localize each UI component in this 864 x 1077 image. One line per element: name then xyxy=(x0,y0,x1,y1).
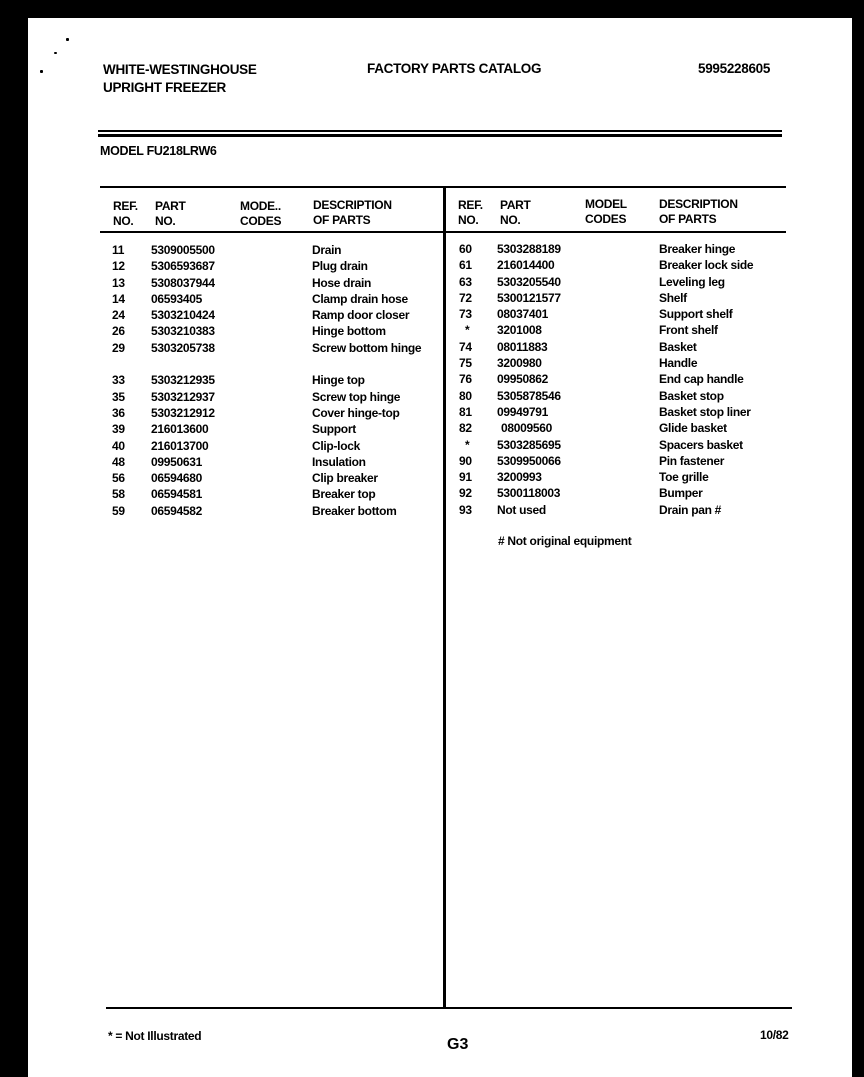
description: Support xyxy=(312,422,356,437)
description: Breaker hinge xyxy=(659,242,736,256)
description: Pin fastener xyxy=(659,453,725,468)
description: Hose drain xyxy=(312,275,372,290)
ref-no: 63 xyxy=(459,274,472,289)
ref-no: 12 xyxy=(112,259,125,274)
legend-not-illustrated: * = Not Illustrated xyxy=(108,1029,202,1043)
description: Leveling leg xyxy=(659,274,725,289)
brand-name: WHITE-WESTINGHOUSE xyxy=(103,62,257,77)
description: Shelf xyxy=(659,290,687,305)
table-row xyxy=(459,355,789,371)
part-no: 08011883 xyxy=(497,339,548,354)
ref-no: 61 xyxy=(459,258,472,273)
description: Insulation xyxy=(312,454,366,469)
header-label: NO. xyxy=(155,214,176,228)
col-model-left xyxy=(240,199,281,229)
ref-no: 72 xyxy=(459,290,472,305)
ref-no: 33 xyxy=(112,373,125,388)
part-no: 5303205738 xyxy=(151,340,215,355)
ref-no: 13 xyxy=(112,275,125,290)
table-row xyxy=(112,323,442,339)
description: Breaker top xyxy=(312,487,376,502)
description: Hinge bottom xyxy=(312,324,386,339)
ref-no: 80 xyxy=(459,388,472,403)
header-label: PART xyxy=(500,198,531,212)
ref-no: 92 xyxy=(459,486,472,501)
table-row xyxy=(459,388,789,404)
part-no: 216013700 xyxy=(151,438,209,453)
part-no: 5300121577 xyxy=(497,290,561,305)
header-label: REF. xyxy=(113,199,138,213)
ref-no: 82 xyxy=(459,421,472,436)
table-row xyxy=(459,339,789,355)
description: Ramp door closer xyxy=(312,308,410,323)
description: Basket xyxy=(659,339,697,354)
parts-list-left xyxy=(112,242,442,519)
ref-no: 56 xyxy=(112,471,125,486)
part-no: 5305878546 xyxy=(497,388,561,403)
header-label: CODES xyxy=(240,214,282,228)
description: Support shelf xyxy=(659,307,733,322)
part-no: 5309005500 xyxy=(151,243,215,257)
description: Drain pan # xyxy=(659,502,722,517)
part-no: 09949791 xyxy=(497,404,548,419)
part-no: 216013600 xyxy=(151,422,209,437)
description: Breaker lock side xyxy=(659,258,754,273)
footnote-not-original: # Not original equipment xyxy=(498,534,632,548)
part-no: 5303212937 xyxy=(151,389,215,404)
header-label: NO. xyxy=(500,213,521,227)
ref-no: * xyxy=(465,437,470,452)
ref-no: 59 xyxy=(112,503,125,518)
product-name: UPRIGHT FREEZER xyxy=(103,80,227,95)
scan-speck xyxy=(66,38,69,41)
table-row xyxy=(459,306,789,322)
header-label: NO. xyxy=(113,214,134,228)
description: Clamp drain hose xyxy=(312,291,408,306)
table-row xyxy=(459,437,789,453)
part-no: 5308037944 xyxy=(151,275,215,290)
scan-speck xyxy=(40,70,43,73)
part-no: 5303212912 xyxy=(151,405,215,420)
description: Basket stop xyxy=(659,388,724,403)
ref-no: 90 xyxy=(459,453,472,468)
ref-no: 81 xyxy=(459,404,472,419)
table-row xyxy=(112,486,442,502)
description: Screw top hinge xyxy=(312,389,401,404)
table-row xyxy=(112,454,442,470)
part-no: 5309950066 xyxy=(497,453,561,468)
table-row xyxy=(459,290,789,306)
description: Plug drain xyxy=(312,259,368,274)
table-row xyxy=(459,420,789,436)
col-part-right xyxy=(500,198,531,228)
part-no: 5303288189 xyxy=(497,242,561,256)
table-row xyxy=(112,340,442,356)
ref-no: 24 xyxy=(112,308,125,323)
part-no: 06594581 xyxy=(151,487,202,502)
page-number: G3 xyxy=(447,1036,469,1053)
table-row xyxy=(112,291,442,307)
part-no: 06593405 xyxy=(151,291,202,306)
table-row xyxy=(112,438,442,454)
header-label: MODEL xyxy=(585,197,627,211)
catalog-title: FACTORY PARTS CATALOG xyxy=(367,61,542,76)
header-label: DESCRIPTION xyxy=(313,198,392,212)
ref-no: 29 xyxy=(112,340,125,355)
ref-no: 76 xyxy=(459,372,472,387)
parts-list-right xyxy=(459,241,789,518)
description: Glide basket xyxy=(659,421,727,436)
description: Bumper xyxy=(659,486,703,501)
ref-no: 74 xyxy=(459,339,472,354)
table-row xyxy=(459,371,789,387)
col-ref-right xyxy=(458,198,483,228)
part-no: 3200980 xyxy=(497,356,542,371)
part-no: 5303210424 xyxy=(151,308,215,323)
table-row xyxy=(112,242,442,258)
ref-no: * xyxy=(465,323,470,338)
table-row xyxy=(459,502,789,518)
description: Basket stop liner xyxy=(659,404,751,419)
ref-no: 93 xyxy=(459,502,472,517)
scan-speck xyxy=(54,52,57,54)
ref-no: 75 xyxy=(459,356,472,371)
header-label: PART xyxy=(155,199,186,213)
description: End cap handle xyxy=(659,372,744,387)
part-no: 09950631 xyxy=(151,454,202,469)
table-row xyxy=(459,404,789,420)
table-row xyxy=(459,485,789,501)
description: Breaker bottom xyxy=(312,503,397,518)
col-ref-left xyxy=(113,199,138,229)
catalog-number: 5995228605 xyxy=(698,61,771,76)
header-rule-thin xyxy=(98,130,782,132)
part-no: 3201008 xyxy=(497,323,542,338)
model-label: MODEL FU218LRW6 xyxy=(100,144,217,158)
ref-no: 14 xyxy=(112,291,125,306)
ref-no: 35 xyxy=(112,389,125,404)
description: Front shelf xyxy=(659,323,718,338)
ref-no: 58 xyxy=(112,487,125,502)
table-row xyxy=(112,503,442,519)
table-row xyxy=(112,405,442,421)
revision-date: 10/82 xyxy=(760,1028,789,1042)
table-row xyxy=(112,421,442,437)
part-no: Not used xyxy=(497,502,546,517)
part-no: 5303285695 xyxy=(497,437,561,452)
table-row xyxy=(112,275,442,291)
description: Screw bottom hinge xyxy=(312,340,422,355)
description: Handle xyxy=(659,356,698,371)
header-label: NO. xyxy=(458,213,479,227)
part-no: 5306593687 xyxy=(151,259,215,274)
part-no: 09950862 xyxy=(497,372,548,387)
table-row xyxy=(112,372,442,388)
description: Hinge top xyxy=(312,373,365,388)
table-row-spacer xyxy=(112,356,442,372)
catalog-page xyxy=(28,18,852,1077)
description: Clip breaker xyxy=(312,471,378,486)
col-model-right xyxy=(585,197,627,227)
table-bottom-rule xyxy=(106,1007,792,1009)
col-desc-left xyxy=(313,198,392,228)
ref-no: 48 xyxy=(112,454,125,469)
description: Drain xyxy=(312,243,342,257)
part-no: 5303205540 xyxy=(497,274,561,289)
header-label: DESCRIPTION xyxy=(659,197,738,211)
part-no: 06594582 xyxy=(151,503,202,518)
part-no: 08037401 xyxy=(497,307,548,322)
ref-no: 91 xyxy=(459,470,472,485)
part-no: 08009560 xyxy=(501,421,552,436)
part-no: 5303212935 xyxy=(151,373,215,388)
header-label: CODES xyxy=(585,212,627,226)
part-no: 5300118003 xyxy=(497,486,561,501)
part-no: 5303210383 xyxy=(151,324,215,339)
table-row xyxy=(459,469,789,485)
description: Cover hinge-top xyxy=(312,405,400,420)
description: Spacers basket xyxy=(659,437,743,452)
header-label: MODE.. xyxy=(240,199,281,213)
column-divider xyxy=(443,186,446,1008)
table-row xyxy=(459,274,789,290)
header-label: OF PARTS xyxy=(659,212,717,226)
part-no: 06594680 xyxy=(151,471,202,486)
table-row xyxy=(112,389,442,405)
ref-no: 73 xyxy=(459,307,472,322)
col-part-left xyxy=(155,199,186,229)
ref-no: 39 xyxy=(112,422,125,437)
description: Clip-lock xyxy=(312,438,360,453)
header-label: REF. xyxy=(458,198,483,212)
table-row xyxy=(459,322,789,338)
ref-no: 36 xyxy=(112,405,125,420)
description: Toe grille xyxy=(659,470,709,485)
ref-no: 26 xyxy=(112,324,125,339)
table-row xyxy=(112,258,442,274)
table-row xyxy=(459,257,789,273)
ref-no: 11 xyxy=(112,243,125,257)
header-rule-thick xyxy=(98,134,782,137)
table-row xyxy=(112,307,442,323)
table-row xyxy=(459,241,789,257)
part-no: 3200993 xyxy=(497,470,542,485)
table-row xyxy=(459,453,789,469)
ref-no: 60 xyxy=(459,242,472,256)
ref-no: 40 xyxy=(112,438,125,453)
header-label: OF PARTS xyxy=(313,213,371,227)
col-desc-right xyxy=(659,197,738,227)
part-no: 216014400 xyxy=(497,258,555,273)
table-row xyxy=(112,470,442,486)
